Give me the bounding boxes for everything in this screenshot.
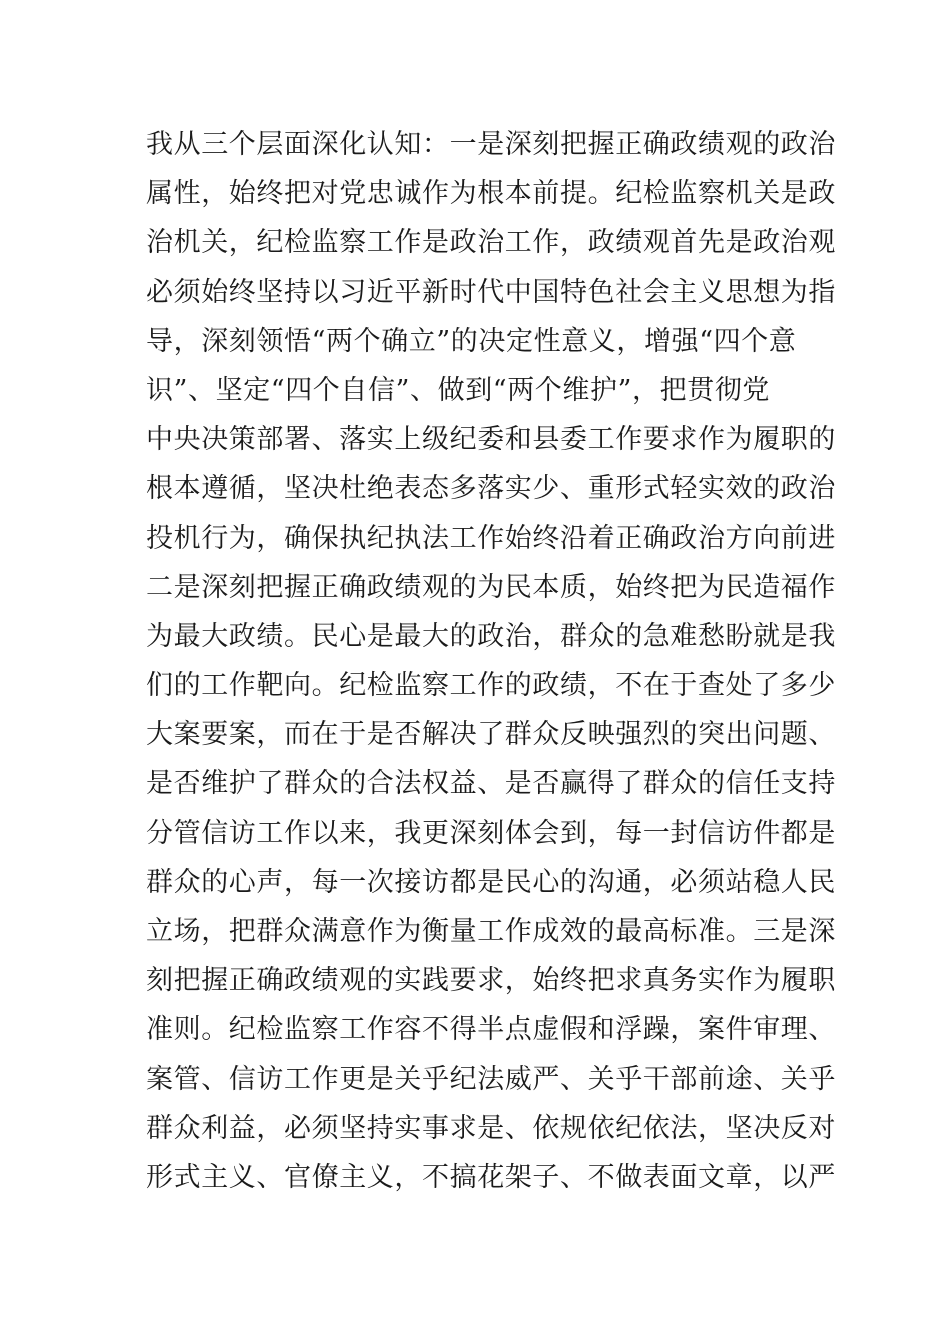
text-line: 分管信访工作以来，我更深刻体会到，每一封信访件都是 (146, 817, 836, 849)
text-line: 根本遵循，坚决杜绝表态多落实少、重形式轻实效的政治 (146, 473, 836, 505)
text-line: 治机关，纪检监察工作是政治工作，政绩观首先是政治观 (146, 227, 836, 259)
text-line: 形式主义、官僚主义，不搞花架子、不做表面文章，以严 (146, 1161, 836, 1193)
text-line: 群众的心声，每一次接访都是民心的沟通，必须站稳人民 (146, 866, 836, 898)
text-line: 们的工作靶向。纪检监察工作的政绩，不在于查处了多少 (146, 670, 836, 702)
text-line: 必须始终坚持以习近平新时代中国特色社会主义思想为指 (146, 276, 836, 308)
text-line: 群众利益，必须坚持实事求是、依规依纪依法，坚决反对 (146, 1112, 836, 1144)
text-line: 二是深刻把握正确政绩观的为民本质，始终把为民造福作 (146, 571, 836, 603)
text-line: 案管、信访工作更是关乎纪法威严、关乎干部前途、关乎 (146, 1063, 836, 1095)
text-line: 属性，始终把对党忠诚作为根本前提。纪检监察机关是政 (146, 178, 836, 210)
text-line: 刻把握正确政绩观的实践要求，始终把求真务实作为履职 (146, 965, 836, 997)
text-line: 我从三个层面深化认知：一是深刻把握正确政绩观的政治 (146, 129, 836, 160)
text-line: 是否维护了群众的合法权益、是否赢得了群众的信任支持 (146, 768, 836, 800)
text-line: 准则。纪检监察工作容不得半点虚假和浮躁，案件审理、 (146, 1014, 836, 1046)
text-line: 大案要案，而在于是否解决了群众反映强烈的突出问题、 (146, 719, 836, 751)
text-line: 投机行为，确保执纪执法工作始终沿着正确政治方向前进 (146, 522, 836, 554)
text-line: 中央决策部署、落实上级纪委和县委工作要求作为履职的 (146, 424, 836, 456)
text-line: 为最大政绩。民心是最大的政治，群众的急难愁盼就是我 (146, 620, 836, 652)
text-line: 识”、坚定“四个自信”、做到“两个维护”，把贯彻党 (146, 374, 771, 406)
text-line: 导，深刻领悟“两个确立”的决定性意义，增强“四个意 (146, 325, 797, 357)
body-text (146, 120, 836, 1202)
text-line: 立场，把群众满意作为衡量工作成效的最高标准。三是深 (146, 916, 836, 947)
